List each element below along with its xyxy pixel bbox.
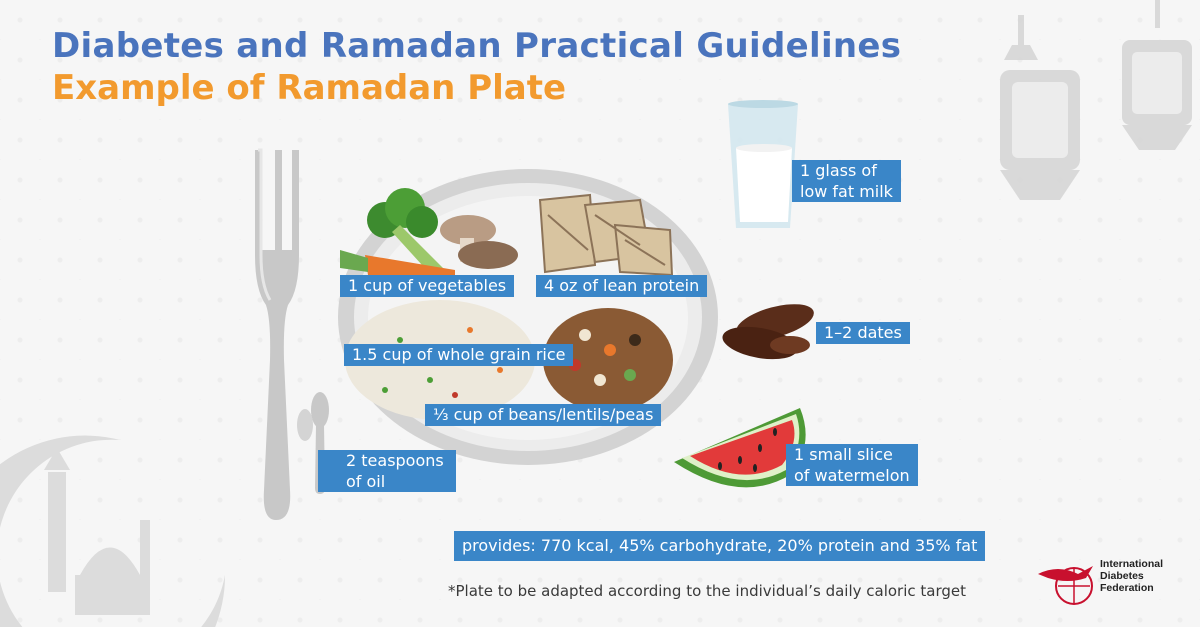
footnote: *Plate to be adapted according to the individual’s daily caloric target	[448, 582, 966, 600]
label-oil	[318, 450, 456, 492]
label-oil-line1: 2 teaspoons	[346, 451, 444, 470]
label-beans: ⅓ cup of beans/lentils/peas	[425, 404, 661, 426]
page-title: Diabetes and Ramadan Practical Guidelines	[52, 26, 902, 66]
label-milk	[792, 160, 901, 202]
label-watermelon-line1: 1 small slice	[794, 445, 893, 464]
milk-glass-icon	[728, 100, 798, 228]
label-rice: 1.5 cup of whole grain rice	[344, 344, 573, 366]
idf-logo-text	[1100, 558, 1163, 594]
label-milk-line2: low fat milk	[800, 182, 893, 201]
crescent-mosque-icon	[0, 436, 225, 627]
dates-icon	[720, 297, 818, 364]
page-subtitle: Example of Ramadan Plate	[52, 68, 567, 108]
idf-logo-line2: Diabetes	[1100, 570, 1144, 582]
label-dates: 1–2 dates	[816, 322, 910, 344]
lantern-icon	[1000, 0, 1192, 200]
nutrition-summary: provides: 770 kcal, 45% carbohydrate, 20% protein and 35% fat	[454, 531, 985, 561]
label-watermelon-line2: of watermelon	[794, 466, 910, 485]
label-vegetables: 1 cup of vegetables	[340, 275, 514, 297]
label-milk-line1: 1 glass of	[800, 161, 877, 180]
idf-logo-line1: International	[1100, 558, 1164, 570]
label-protein: 4 oz of lean protein	[536, 275, 707, 297]
fork-icon	[255, 150, 299, 520]
idf-logo	[1038, 556, 1188, 612]
label-oil-line2: of oil	[346, 472, 386, 491]
idf-logo-line3: Federation	[1100, 582, 1154, 594]
label-watermelon	[786, 444, 918, 486]
